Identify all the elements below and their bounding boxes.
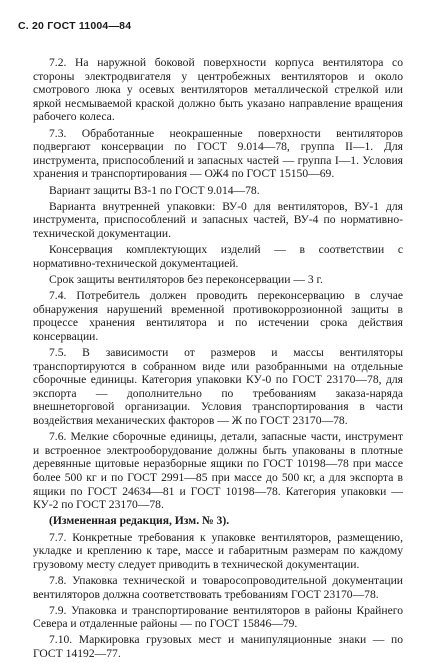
paragraph-7-9: 7.9. Упаковка и транспортирование вентиляторов в районы Крайнего Севера и отдаленные районы — по ГОСТ 15846—79. [33,603,403,631]
paragraph-protection-term: Срок защиты вентиляторов без переконсервации — 3 г. [49,272,323,286]
paragraph-7-5: 7.5. В зависимости от размеров и массы вентиляторы транспортируются в собранном виде или разобранными на отдельные сборочные единицы. Категория упаковки КУ-0 по ГОСТ 23170—78, для экспорта — дополнительно по требованиям заказа-наряда внешнеторговой организации. Условия транспортирования в части воздействия механических факторов — Ж по ГОСТ 23170—78. [33,346,403,427]
paragraph-7-7: 7.7. Конкретные требования к упаковке вентиляторов, размещению, укладке и креплению к таре, массе и габаритным размерам по каждому грузовому месту следует приводить в технической документации. [33,530,403,571]
paragraph-7-10: 7.10. Маркировка грузовых мест и манипуляционные знаки — по ГОСТ 14192—77. [33,633,403,661]
paragraph-7-2: 7.2. На наружной боковой поверхности корпуса вентилятора со стороны электродвигателя у центробежных вентиляторов и около смотрового люка у осевых вентиляторов металлической стрелкой или яркой несмываемой краской должно быть указано направление вращения рабочего колеса. [33,56,403,124]
paragraph-7-6: 7.6. Мелкие сборочные единицы, детали, запасные части, инструмент и встроенное электрооборудование должны быть упакованы в плотные деревянные щитовые неразборные ящики по ГОСТ 10198—78 при массе более 500 кг и по ГОСТ 2991—85 при массе до 500 кг, а для экспорта в ящики по ГОСТ 24634—81 и ГОСТ 10198—78. Категория упаковки — КУ-2 по ГОСТ 23170—78. [33,430,403,512]
page-header: С. 20 ГОСТ 11004—84 [18,20,132,32]
paragraph-7-4: 7.4. Потребитель должен проводить переконсервацию в случае обнаружения нарушений временной противокоррозионной защиты в процессе хранения вентилятора и по истечении срока действия консервации. [33,289,403,343]
document-body [33,56,403,663]
paragraph-7-8: 7.8. Упаковка технической и товаросопроводительной документации вентиляторов должна соответствовать требованиям ГОСТ 23170—78. [33,573,403,601]
paragraph-inner-packing: Варианта внутренней упаковки: ВУ-0 для вентиляторов, ВУ-1 для инструмента, приспособлений и запасных частей, ВУ-4 по нормативно-технической документации. [33,199,403,240]
paragraph-7-3: 7.3. Обработанные неокрашенные поверхности вентиляторов подвергают консервации по ГОСТ 9.014—78, группа II—1. Для инструмента, приспособлений и запасных частей — группа I—1. Условия хранения и транспортирования — ОЖ4 по ГОСТ 15150—69. [33,126,403,181]
amendment-note: (Измененная редакция, Изм. № 3). [49,514,230,528]
paragraph-components-conservation: Консервация комплектующих изделий — в соответствии с нормативно-технической документацией. [33,243,403,270]
paragraph-protection-variant: Вариант защиты ВЗ-1 по ГОСТ 9.014—78. [49,183,260,197]
